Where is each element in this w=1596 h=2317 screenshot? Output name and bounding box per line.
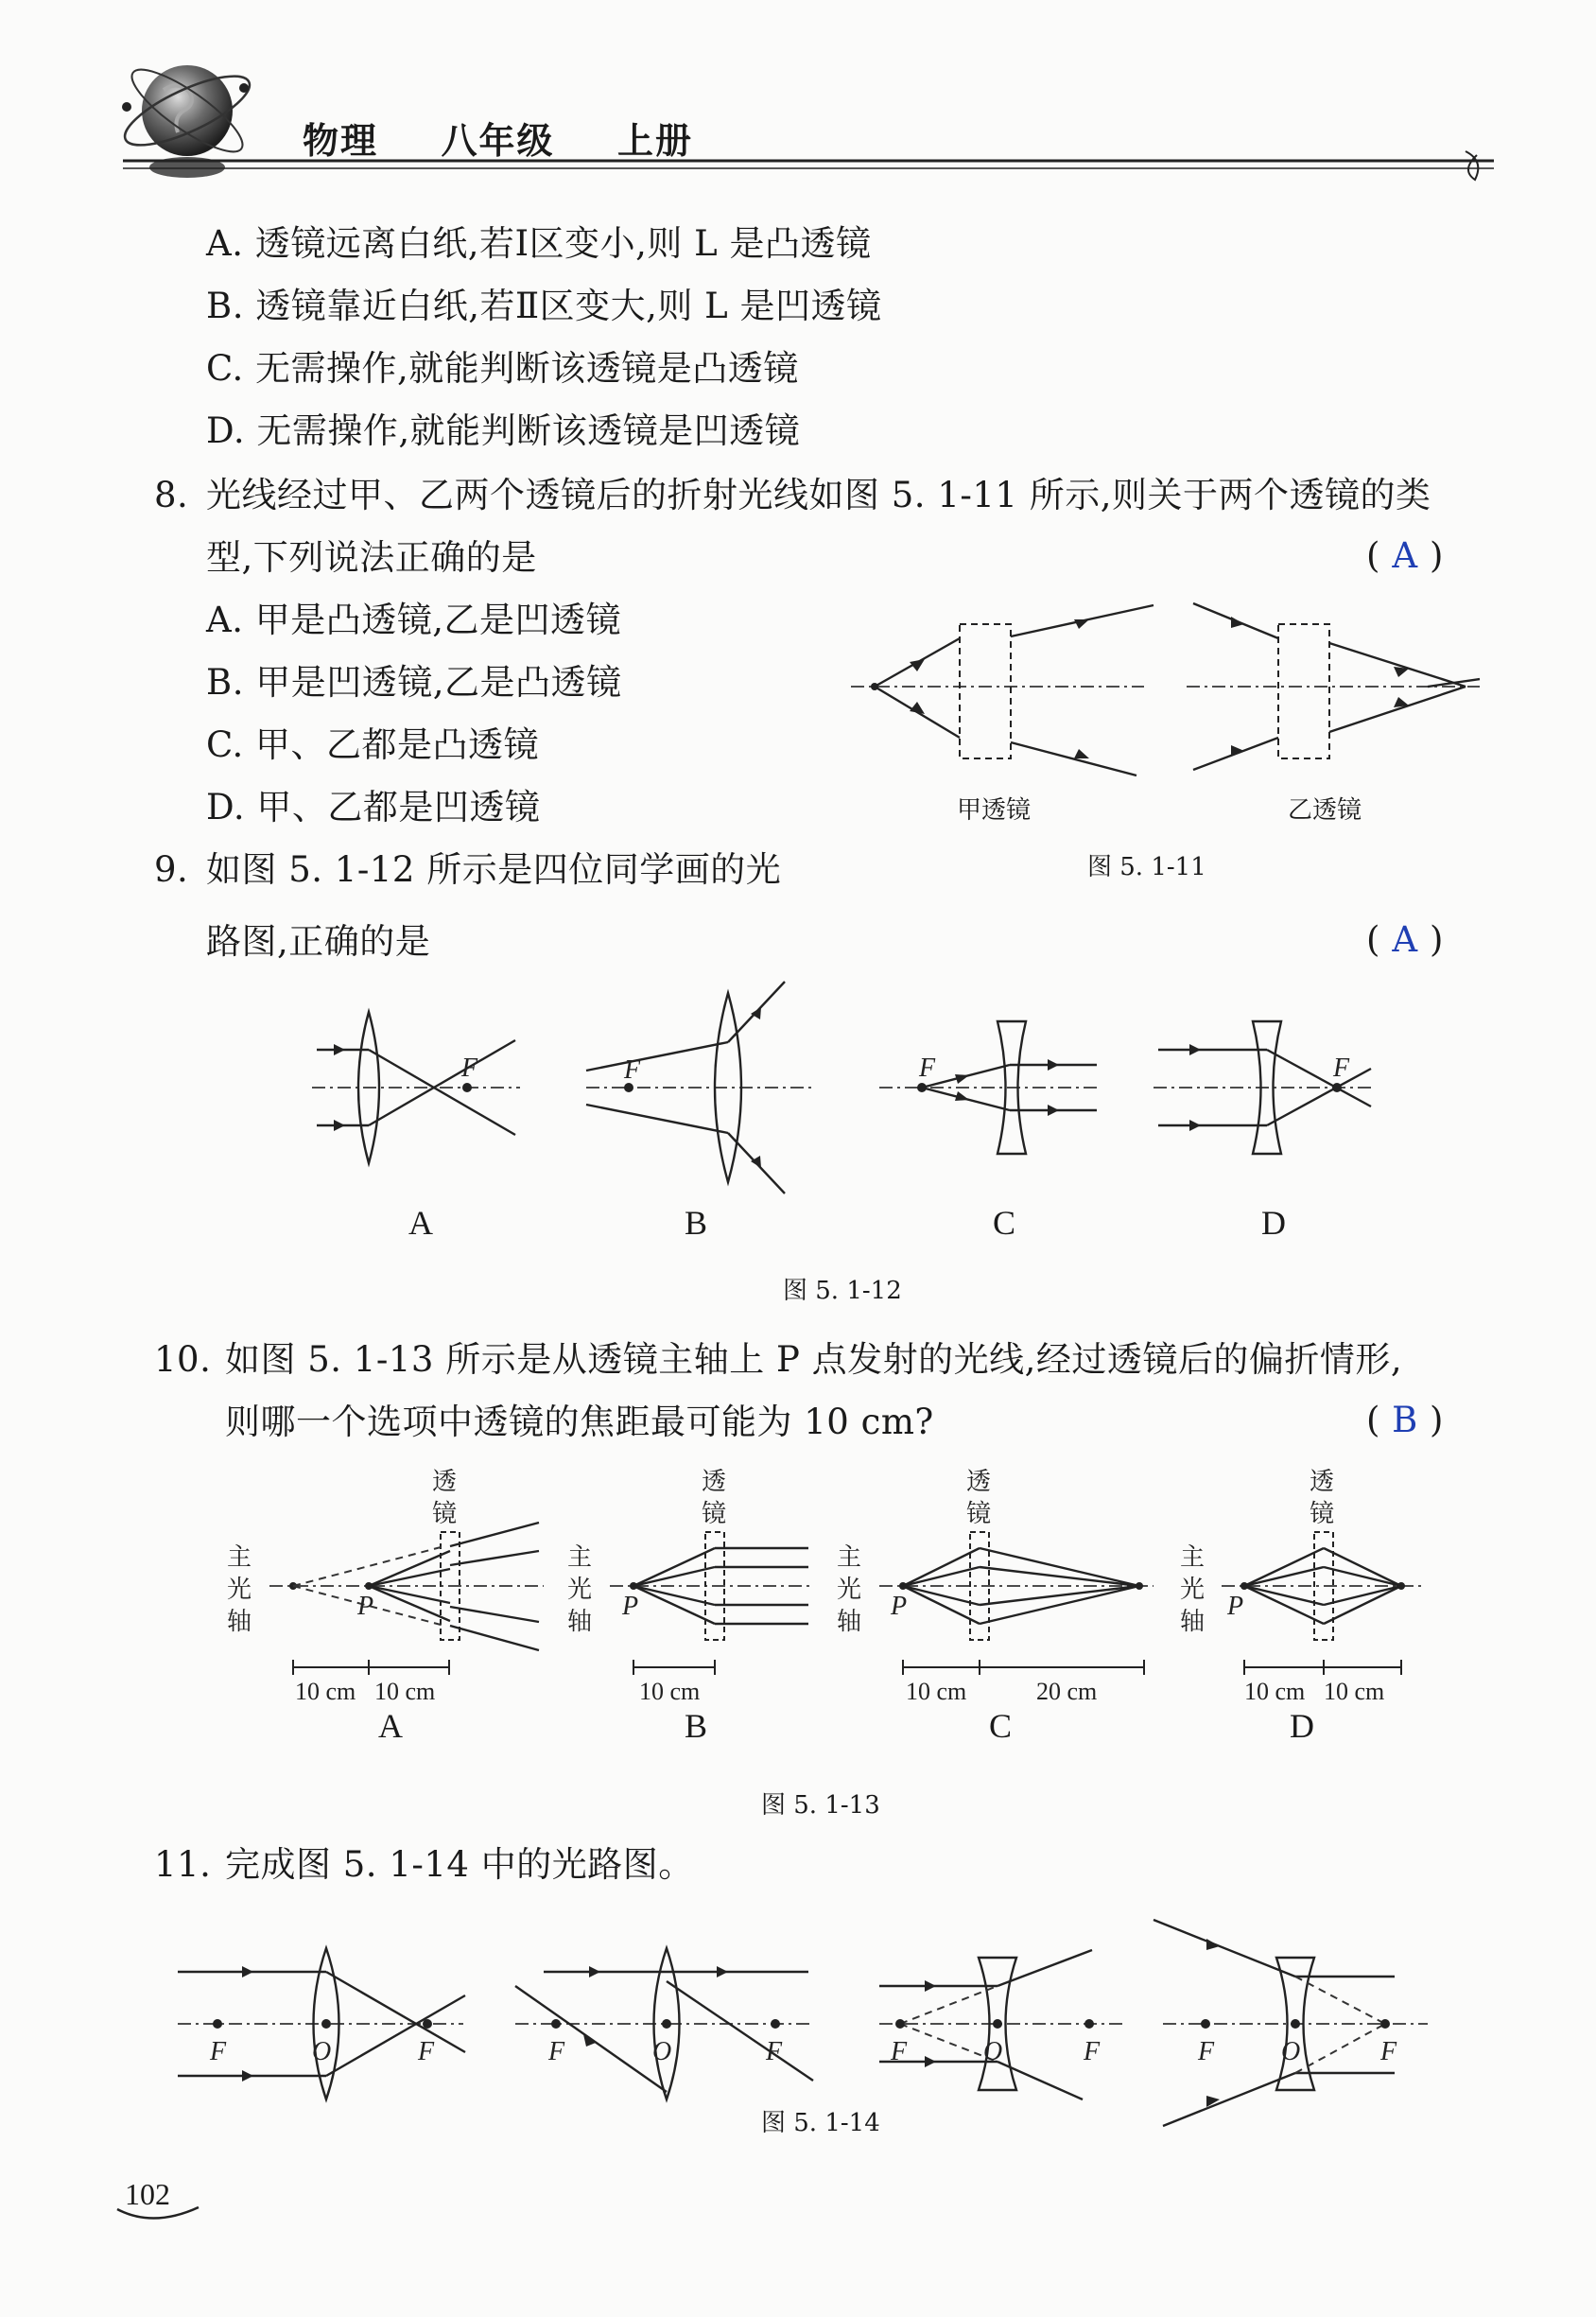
fig-5-1-12 [303,984,1437,1173]
q11-2-focus-right: F [766,2037,783,2066]
q8-option-c: C. 甲、乙都是凸透镜 [206,724,540,765]
q10d-dim-2: 10 cm [1324,1678,1385,1705]
header-grade: 八年级 [441,119,555,162]
fig-label-jia: 甲透镜 [957,796,1032,825]
q7-option-a: A. 透镜远离白纸,若Ⅰ区变小,则 L 是凸透镜 [206,223,872,264]
q9-label-a: A [408,1204,433,1242]
q11-4-center: O [1281,2037,1301,2066]
q10b-axis-2: 光 [567,1576,593,1604]
q8-option-a: A. 甲是凸透镜,乙是凹透镜 [206,600,622,640]
q10c-dim-1: 10 cm [906,1678,967,1705]
header-volume: 上册 [616,119,693,162]
q7-option-c: C. 无需操作,就能判断该透镜是凸透镜 [206,348,799,389]
q11-number: 11. [154,1844,212,1885]
q10d-point: P [1227,1592,1244,1621]
diagram-10d [1180,1468,1423,1705]
q11-3-focus-left: F [891,2037,908,2066]
q11-4-focus-left: F [1198,2037,1215,2066]
q8-option-b: B. 甲是凹透镜,乙是凸透镜 [206,662,622,703]
diagram-11-1 [178,1948,465,2099]
fig-5-1-11-caption: 图 5. 1-11 [1087,853,1206,881]
q10c-lens-1: 透 [966,1468,992,1496]
q8-option-d: D. 甲、乙都是凹透镜 [206,787,541,828]
q8-answer-bracket: ( A ) [1366,535,1444,576]
q9a-focus-label: F [461,1054,478,1083]
q9-label-b: B [685,1204,708,1242]
q10d-lens-1: 透 [1310,1468,1335,1496]
q10b-axis-3: 轴 [567,1608,593,1636]
q10d-axis-2: 光 [1180,1576,1206,1604]
fig-label-yi: 乙透镜 [1288,796,1362,825]
page-number: 102 [125,2177,170,2211]
q10b-dim-1: 10 cm [639,1678,701,1705]
q10-answer-bracket: ( B ) [1366,1400,1444,1440]
fig-5-1-13 [217,1461,1466,1735]
q10d-axis-3: 轴 [1180,1608,1206,1636]
fig-5-1-12-caption: 图 5. 1-12 [783,1277,902,1305]
q10c-dim-2: 20 cm [1036,1678,1098,1705]
q8-stem-line2: 型,下列说法正确的是 [206,537,537,578]
q10-label-c: C [989,1707,1013,1745]
diagram-9a [312,1012,520,1163]
q11-3-center: O [983,2037,1003,2066]
q11-2-focus-left: F [548,2037,565,2066]
q11-stem: 完成图 5. 1-14 中的光路图。 [225,1844,694,1885]
q10a-dim-1: 10 cm [295,1678,356,1705]
q9-label-d: D [1261,1204,1286,1242]
q10c-axis-1: 主 [837,1543,862,1572]
q10b-axis-1: 主 [567,1543,593,1572]
q10a-dim-2: 10 cm [374,1678,436,1705]
q10c-axis-2: 光 [837,1576,862,1604]
diagram-10c [837,1468,1154,1705]
diagram-11-2 [515,1948,813,2099]
q8-stem-line1: 光线经过甲、乙两个透镜后的折射光线如图 5. 1-11 所示,则关于两个透镜的类 [206,475,1431,515]
header-subject: 物理 [303,119,379,162]
fig-5-1-13-caption: 图 5. 1-13 [761,1791,880,1820]
q10c-axis-3: 轴 [837,1608,862,1636]
q10d-axis-1: 主 [1180,1543,1206,1572]
q10a-axis-1: 主 [227,1543,252,1572]
diagram-9c [879,1021,1097,1154]
q10a-lens-1: 透 [432,1468,458,1496]
q10c-lens-2: 镜 [966,1500,992,1528]
q11-1-focus-left: F [210,2037,227,2066]
q9d-focus-label: F [1333,1054,1350,1083]
q9-label-c: C [993,1204,1016,1242]
q9-stem-line1: 如图 5. 1-12 所示是四位同学画的光 [206,849,782,890]
header-rule [123,151,1503,189]
q10b-lens-1: 透 [702,1468,727,1496]
diagram-11-4 [1154,1920,1428,2126]
diagram-10b [567,1468,813,1705]
q10-label-b: B [685,1707,708,1745]
q10a-axis-3: 轴 [227,1608,252,1636]
q10c-point: P [891,1592,908,1621]
q8-number: 8. [154,475,189,515]
q8-answer: A [1392,535,1418,576]
diagram-9b [586,982,813,1193]
q9-answer: A [1392,919,1418,960]
q11-1-center: O [312,2037,332,2066]
q9b-focus-label: F [624,1055,641,1085]
q11-1-focus-right: F [418,2037,435,2066]
q10-label-d: D [1290,1707,1314,1745]
lens-yi-diagram [1187,603,1480,770]
fig-5-1-14-caption: 图 5. 1-14 [761,2109,880,2137]
q11-4-focus-right: F [1380,2037,1397,2066]
page-number-swoosh [115,2204,200,2232]
q7-option-b: B. 透镜靠近白纸,若Ⅱ区变大,则 L 是凹透镜 [206,286,882,326]
q11-2-center: O [652,2037,672,2066]
q9-stem-line2: 路图,正确的是 [206,921,431,962]
fig-5-1-11 [841,586,1484,794]
q10d-dim-1: 10 cm [1244,1678,1306,1705]
q10a-axis-2: 光 [227,1576,252,1604]
diagram-11-3 [879,1950,1125,2099]
q9c-focus-label: F [919,1054,936,1083]
q10a-lens-2: 镜 [432,1500,458,1528]
diagram-9d [1154,1021,1371,1154]
lens-jia-diagram [851,605,1154,775]
diagram-10a [227,1468,544,1705]
q10-answer: B [1392,1400,1418,1440]
q10b-lens-2: 镜 [702,1500,727,1528]
q10a-point: P [357,1592,374,1621]
q10-label-a: A [378,1707,403,1745]
q9-number: 9. [154,849,189,890]
q10-number: 10. [154,1339,212,1380]
q10b-point: P [622,1592,639,1621]
q10-stem-line1: 如图 5. 1-13 所示是从透镜主轴上 P 点发射的光线,经过透镜后的偏折情形, [225,1339,1403,1380]
q11-3-focus-right: F [1084,2037,1101,2066]
q10d-lens-2: 镜 [1310,1500,1335,1528]
q9-answer-bracket: ( A ) [1366,919,1444,960]
q7-option-d: D. 无需操作,就能判断该透镜是凹透镜 [206,410,801,451]
q10-stem-line2: 则哪一个选项中透镜的焦距最可能为 10 cm? [225,1402,934,1442]
